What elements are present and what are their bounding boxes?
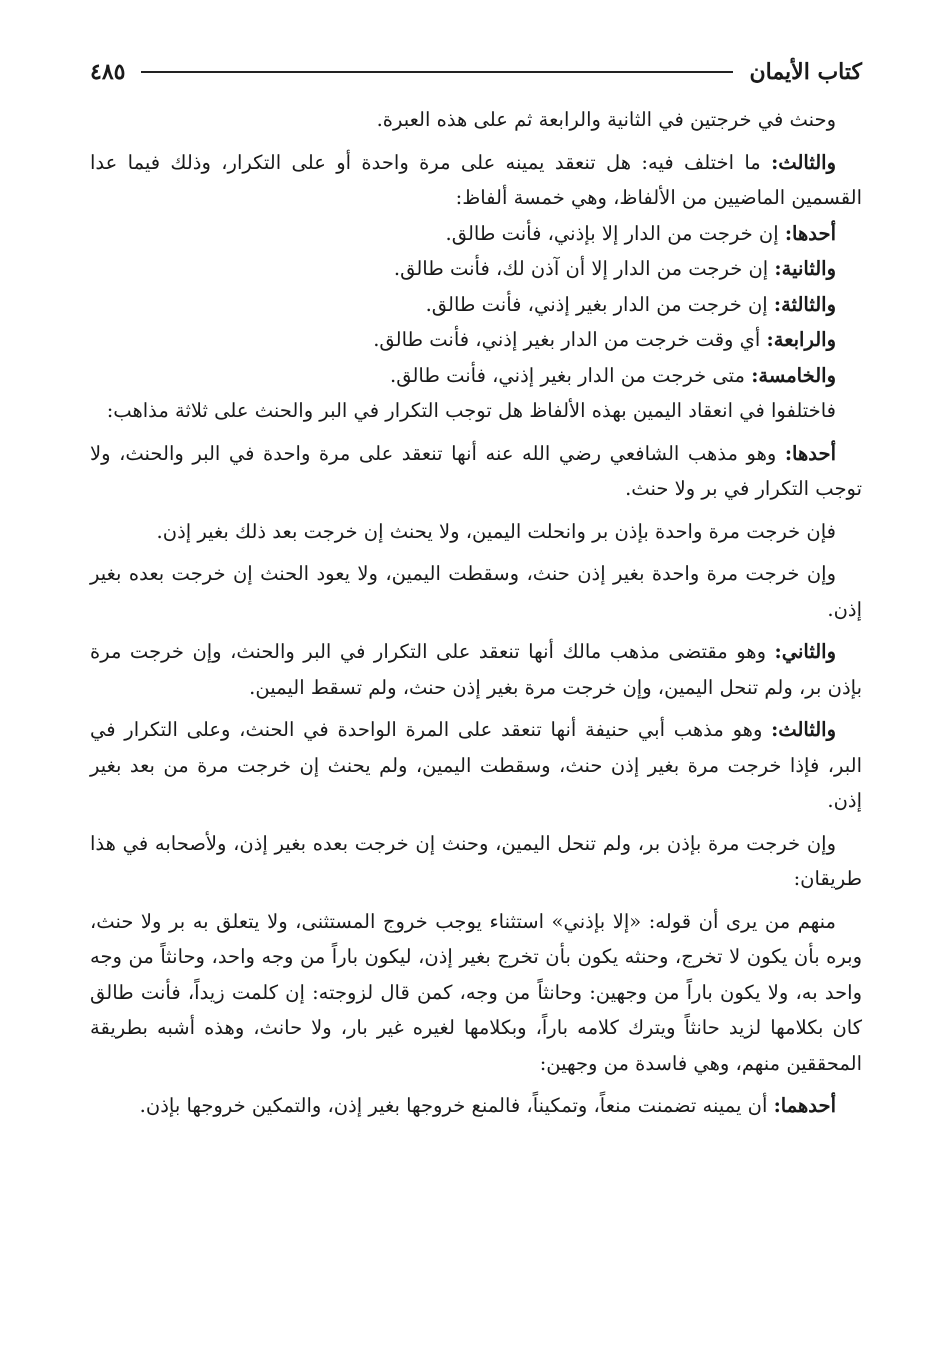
- paragraph-label: أحدها:: [784, 441, 836, 465]
- page-body: [90, 102, 862, 1124]
- paragraph-label: والرابعة:: [766, 328, 836, 351]
- paragraph: [90, 145, 862, 216]
- paragraph-label: والثانية:: [774, 257, 836, 280]
- paragraph-text: وهو مقتضى مذهب مالك أنها تنعقد على التكرار في البر والحنث، وإن خرجت مرة بإذن بر، ولم تنحل اليمين، وإن خرجت مرة بغير إذن حنث، ولم تسقط اليمين.: [90, 640, 862, 699]
- paragraph-label: والثالث:: [771, 150, 836, 174]
- paragraph: [90, 556, 862, 627]
- paragraph-label: والثالثة:: [773, 292, 836, 316]
- paragraph-label: أحدهما:: [773, 1094, 836, 1117]
- page-number: ٤٨٥: [90, 59, 126, 85]
- paragraph-text: منهم من يرى أن قوله: «إلا بإذني» استثناء يوجب خروج المستثنى، ولا يتعلق به بر ولا حنث، وبره بأن يكون لا تخرج، وحنثه يكون بأن تخرج بغير إذن، ليكون باراً من وجه واحد، وحانثاً من وجه واحد به، ولا يكون باراً من وجهين: وحانثاً من وجه، كمن قال لزوجته: إن كلمت زيداً، فأنت طالق كان بكلامها لزيد حانثاً ويترك كلامه باراً، وبكلامها لغيره غير بار، ولا حانث، وهذه أشبه بطريقة المحققين منهم، وهي فاسدة من وجهين:: [90, 909, 862, 1075]
- list-item: [90, 322, 862, 358]
- paragraph: [90, 393, 862, 429]
- paragraph: [90, 102, 862, 138]
- paragraph-text: وهو مذهب أبي حنيفة أنها تنعقد على المرة الواحدة في الحنث، وعلى التكرار في البر، فإذا خرجت مرة بغير إذن حنث، وسقطت اليمين، ولم يحنث إن خرجت مرة من بعد بغير إذن.: [90, 718, 862, 812]
- paragraph-text: وإن خرجت مرة بإذن بر، ولم تنحل اليمين، وحنث إن خرجت بعده بغير إذن، ولأصحابه في هذا طريقان:: [90, 831, 862, 890]
- paragraph: [90, 436, 862, 507]
- paragraph-label: والثالث:: [771, 718, 836, 741]
- paragraph-text: وإن خرجت مرة واحدة بغير إذن حنث، وسقطت اليمين، ولا يعود الحنث إن خرجت بعده بغير إذن.: [90, 562, 862, 621]
- paragraph-text: وهو مذهب الشافعي رضي الله عنه أنها تنعقد على مرة واحدة في البر والحنث، ولا توجب التكرار في بر ولا حنث.: [90, 441, 862, 500]
- list-item: [90, 287, 862, 323]
- header-rule: [141, 71, 733, 73]
- list-item: [90, 216, 862, 252]
- paragraph-text: ما اختلف فيه: هل تنعقد يمينه على مرة واحدة أو على التكرار، وذلك فيما عدا القسمين الماضيين من الألفاظ، وهي خمسة ألفاظ:: [90, 150, 862, 209]
- paragraph: [90, 904, 862, 1082]
- paragraph: [90, 514, 862, 550]
- paragraph: [90, 634, 862, 705]
- paragraph-text: إن خرجت من الدار بغير إذني، فأنت طالق.: [425, 292, 768, 316]
- paragraph-text: أن يمينه تضمنت منعاً، وتمكيناً، فالمنع خروجها بغير إذن، والتمكين خروجها بإذن.: [139, 1094, 768, 1117]
- list-item: [90, 358, 862, 394]
- paragraph-label: والخامسة:: [751, 363, 836, 387]
- list-item: [90, 251, 862, 287]
- paragraph-text: وحنث في خرجتين في الثانية والرابعة ثم على هذه العبرة.: [376, 108, 836, 131]
- paragraph-text: إن خرجت من الدار إلا أن آذن لك، فأنت طالق.: [393, 257, 769, 280]
- paragraph-label: أحدها:: [784, 221, 836, 245]
- paragraph-label: والثاني:: [774, 640, 836, 663]
- paragraph: [90, 826, 862, 897]
- paragraph-text: أي وقت خرجت من الدار بغير إذني، فأنت طالق.: [373, 328, 761, 351]
- page-header: [90, 52, 862, 92]
- paragraph-text: فإن خرجت مرة واحدة بإذن بر وانحلت اليمين، ولا يحنث إن خرجت بعد ذلك بغير إذن.: [156, 519, 836, 543]
- paragraph: [90, 712, 862, 819]
- paragraph-text: إن خرجت من الدار إلا بإذني، فأنت طالق.: [445, 221, 779, 245]
- paragraph-text: فاختلفوا في انعقاد اليمين بهذه الألفاظ هل توجب التكرار في البر والحنث على ثلاثة مذاهب:: [106, 399, 836, 422]
- paragraph-text: متى خرجت من الدار بغير إذني، فأنت طالق.: [390, 363, 745, 387]
- chapter-title: كتاب الأيمان: [749, 59, 862, 85]
- paragraph: [90, 1088, 862, 1124]
